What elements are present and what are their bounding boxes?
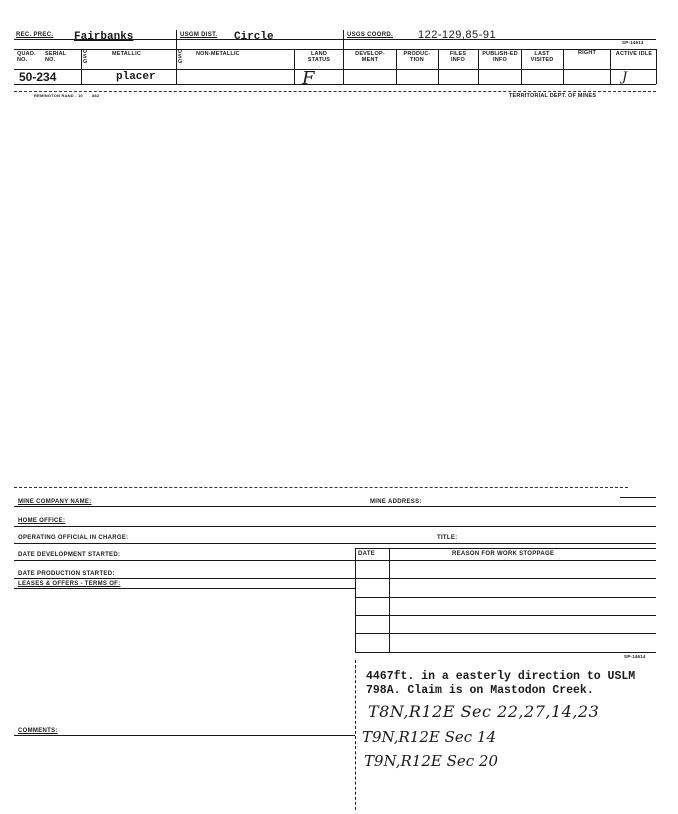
handwritten-note-line: T9N,R12E Sec 20 <box>364 752 498 770</box>
usgm-dist-value: Circle <box>234 31 274 43</box>
last-visited-label: LAST VISITED <box>530 51 554 63</box>
handwritten-note-line: T9N,R12E Sec 14 <box>362 728 496 746</box>
bottom-form-number: SP-14614 <box>624 654 646 659</box>
active-idle-value: J <box>622 70 628 85</box>
operating-official-label: OPERATING OFFICIAL IN CHARGE: <box>18 535 129 541</box>
title-label: TITLE: <box>437 535 458 541</box>
typed-note-line: 798A. Claim is on Mastodon Creek. <box>366 684 594 697</box>
date-development-label: DATE DEVELOPMENT STARTED: <box>18 552 121 558</box>
typed-note-line: 4467ft. in a easterly direction to USLM <box>366 670 636 683</box>
comments-label: COMMENTS: <box>18 728 58 734</box>
land-status-value: F <box>302 68 315 89</box>
home-office-label: HOME OFFICE: <box>18 518 66 524</box>
serial-no-label: SERIAL NO. <box>45 51 67 63</box>
published-info-label: PUBLISH-ED INFO <box>482 51 518 63</box>
stoppage-reason-header: REASON FOR WORK STOPPAGE <box>452 551 555 557</box>
stoppage-date-header: DATE <box>358 551 376 557</box>
printer-mark: REMINGTON RAND - 10 <box>34 93 83 98</box>
right-label: RIGHT <box>577 50 597 56</box>
usgs-coord-label: USGS COORD. <box>347 32 393 38</box>
leases-label: LEASES & OFFERS - TERMS OF: <box>18 581 121 587</box>
uscs-label-nonmetallic: U S G <box>178 49 183 65</box>
metallic-value: placer <box>116 71 156 83</box>
top-form-number: SP-14613 <box>622 40 644 45</box>
rec-prec-value: Fairbanks <box>74 31 134 43</box>
usgm-dist-label: USGM DIST. <box>180 32 218 38</box>
dept-label: TERRITORIAL DEPT. OF MINES <box>509 93 597 99</box>
uscs-label-metallic: U S G <box>83 49 88 65</box>
production-label: PRODUC-TION <box>403 51 431 63</box>
quad-no-label: QUAD. NO. <box>17 51 36 63</box>
quad-serial-value: 50-234 <box>19 70 57 84</box>
metallic-label: METALLIC <box>112 51 141 57</box>
mine-company-label: MINE COMPANY NAME: <box>18 499 92 505</box>
usgs-coord-value: 122-129,85-91 <box>418 29 497 41</box>
development-label: DEVELOP-MENT <box>355 51 385 63</box>
land-status-label: LAND STATUS <box>307 51 331 63</box>
mine-address-label: MINE ADDRESS: <box>370 499 422 505</box>
files-info-label: FILES INFO <box>449 51 467 63</box>
handwritten-note-line: T8N,R12E Sec 22,27,14,23 <box>368 702 600 721</box>
active-idle-label: ACTIVE IDLE <box>615 51 653 57</box>
date-production-label: DATE PRODUCTION STARTED: <box>18 571 115 577</box>
nonmetallic-label: NON-METALLIC <box>196 51 240 57</box>
rec-prec-label: REC. PREC. <box>16 32 54 38</box>
printer-code: 882 <box>92 93 100 98</box>
